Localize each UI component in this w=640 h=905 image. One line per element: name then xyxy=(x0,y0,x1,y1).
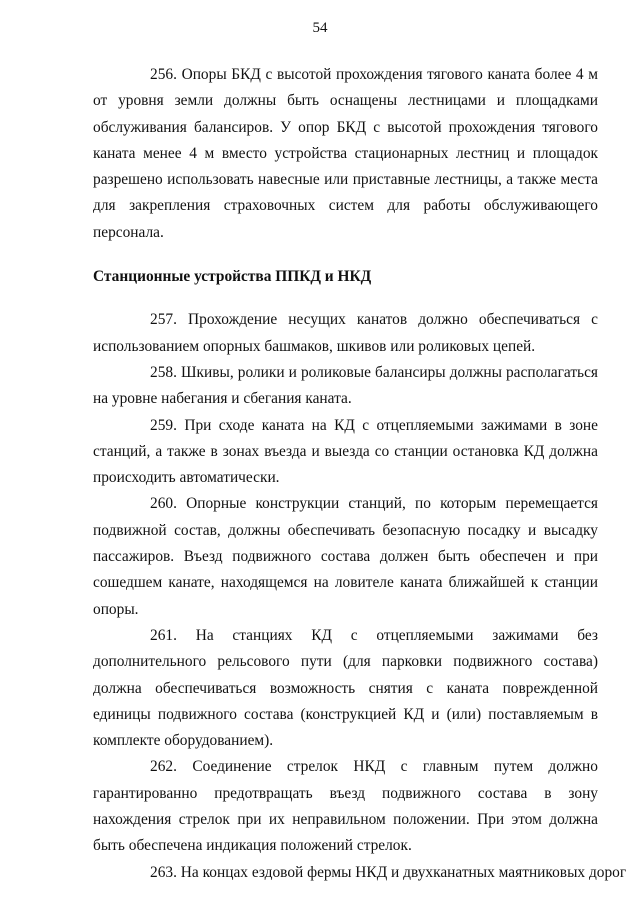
paragraph-259 xyxy=(93,413,598,492)
paragraph-260 xyxy=(93,491,598,622)
paragraph-number: 256. xyxy=(150,66,177,83)
paragraph-text: На концах ездовой фермы НКД и двухканатных маятниковых дорог xyxy=(180,863,627,881)
paragraph-262 xyxy=(93,754,598,859)
paragraph-text: На станциях КД с отцепляемыми зажимами без дополнительного рельсового пути (для парковки подвижного состава) должна обеспечиваться возможность снятия с каната поврежденной единицы подвижного состава (конструкцией КД и (или) поставляемым в комплекте оборудованием). xyxy=(93,626,598,750)
paragraph-257 xyxy=(93,307,598,360)
paragraph-text: Опорные конструкции станций, по которым перемещается подвижной состав, должны обеспечивать безопасную посадку и высадку пассажиров. Въезд подвижного состава должен быть обеспечен и при сошедшем канате, находящемся на ловителе каната ближайшей к станции опоры. xyxy=(93,495,598,618)
paragraph-number: 260. xyxy=(150,495,177,513)
paragraph-261 xyxy=(93,623,598,754)
paragraph-text: Опоры БКД с высотой прохождения тягового каната более 4 м от уровня земли должны быть оснащены лестницами и площадками обслуживания балансиров. У опор БКД с высотой прохождения тягового каната менее 4 м вместо устройства стационарных лестниц и площадок разрешено использовать навесные или приставные лестницы, а также места для закрепления страховочных систем для работы обслуживающего персонала. xyxy=(93,66,598,241)
section-heading: Станционные устройства ППКД и НКД xyxy=(93,268,372,286)
paragraph-256 xyxy=(93,62,598,246)
paragraph-number: 263. xyxy=(150,863,177,881)
paragraph-number: 257. xyxy=(150,311,177,329)
paragraph-text: Соединение стрелок НКД с главным путем должно гарантированно предотвращать въезд подвижного состава в зону нахождения стрелок при их неправильном положении. При этом должна быть обеспечена индикация положений стрелок. xyxy=(93,758,598,855)
paragraph-number: 258. xyxy=(150,363,177,381)
document-body xyxy=(93,62,627,886)
paragraph-text: Шкивы, ролики и роликовые балансиры должны располагаться на уровне набегания и сбегания каната. xyxy=(93,363,598,408)
page-number: 54 xyxy=(312,20,328,36)
paragraph-text: Прохождение несущих канатов должно обеспечиваться с использованием опорных башмаков, шкивов или роликовых цепей. xyxy=(93,311,598,355)
paragraph-number: 262. xyxy=(150,758,177,776)
paragraph-number: 261. xyxy=(150,626,177,644)
paragraph-258 xyxy=(93,360,598,413)
paragraph-number: 259. xyxy=(150,416,177,434)
paragraph-263 xyxy=(93,860,627,886)
paragraph-text: При сходе каната на КД с отцепляемыми зажимами в зоне станций, а также в зонах въезда и выезда со станции остановка КД должна происходить автоматически. xyxy=(93,416,598,487)
